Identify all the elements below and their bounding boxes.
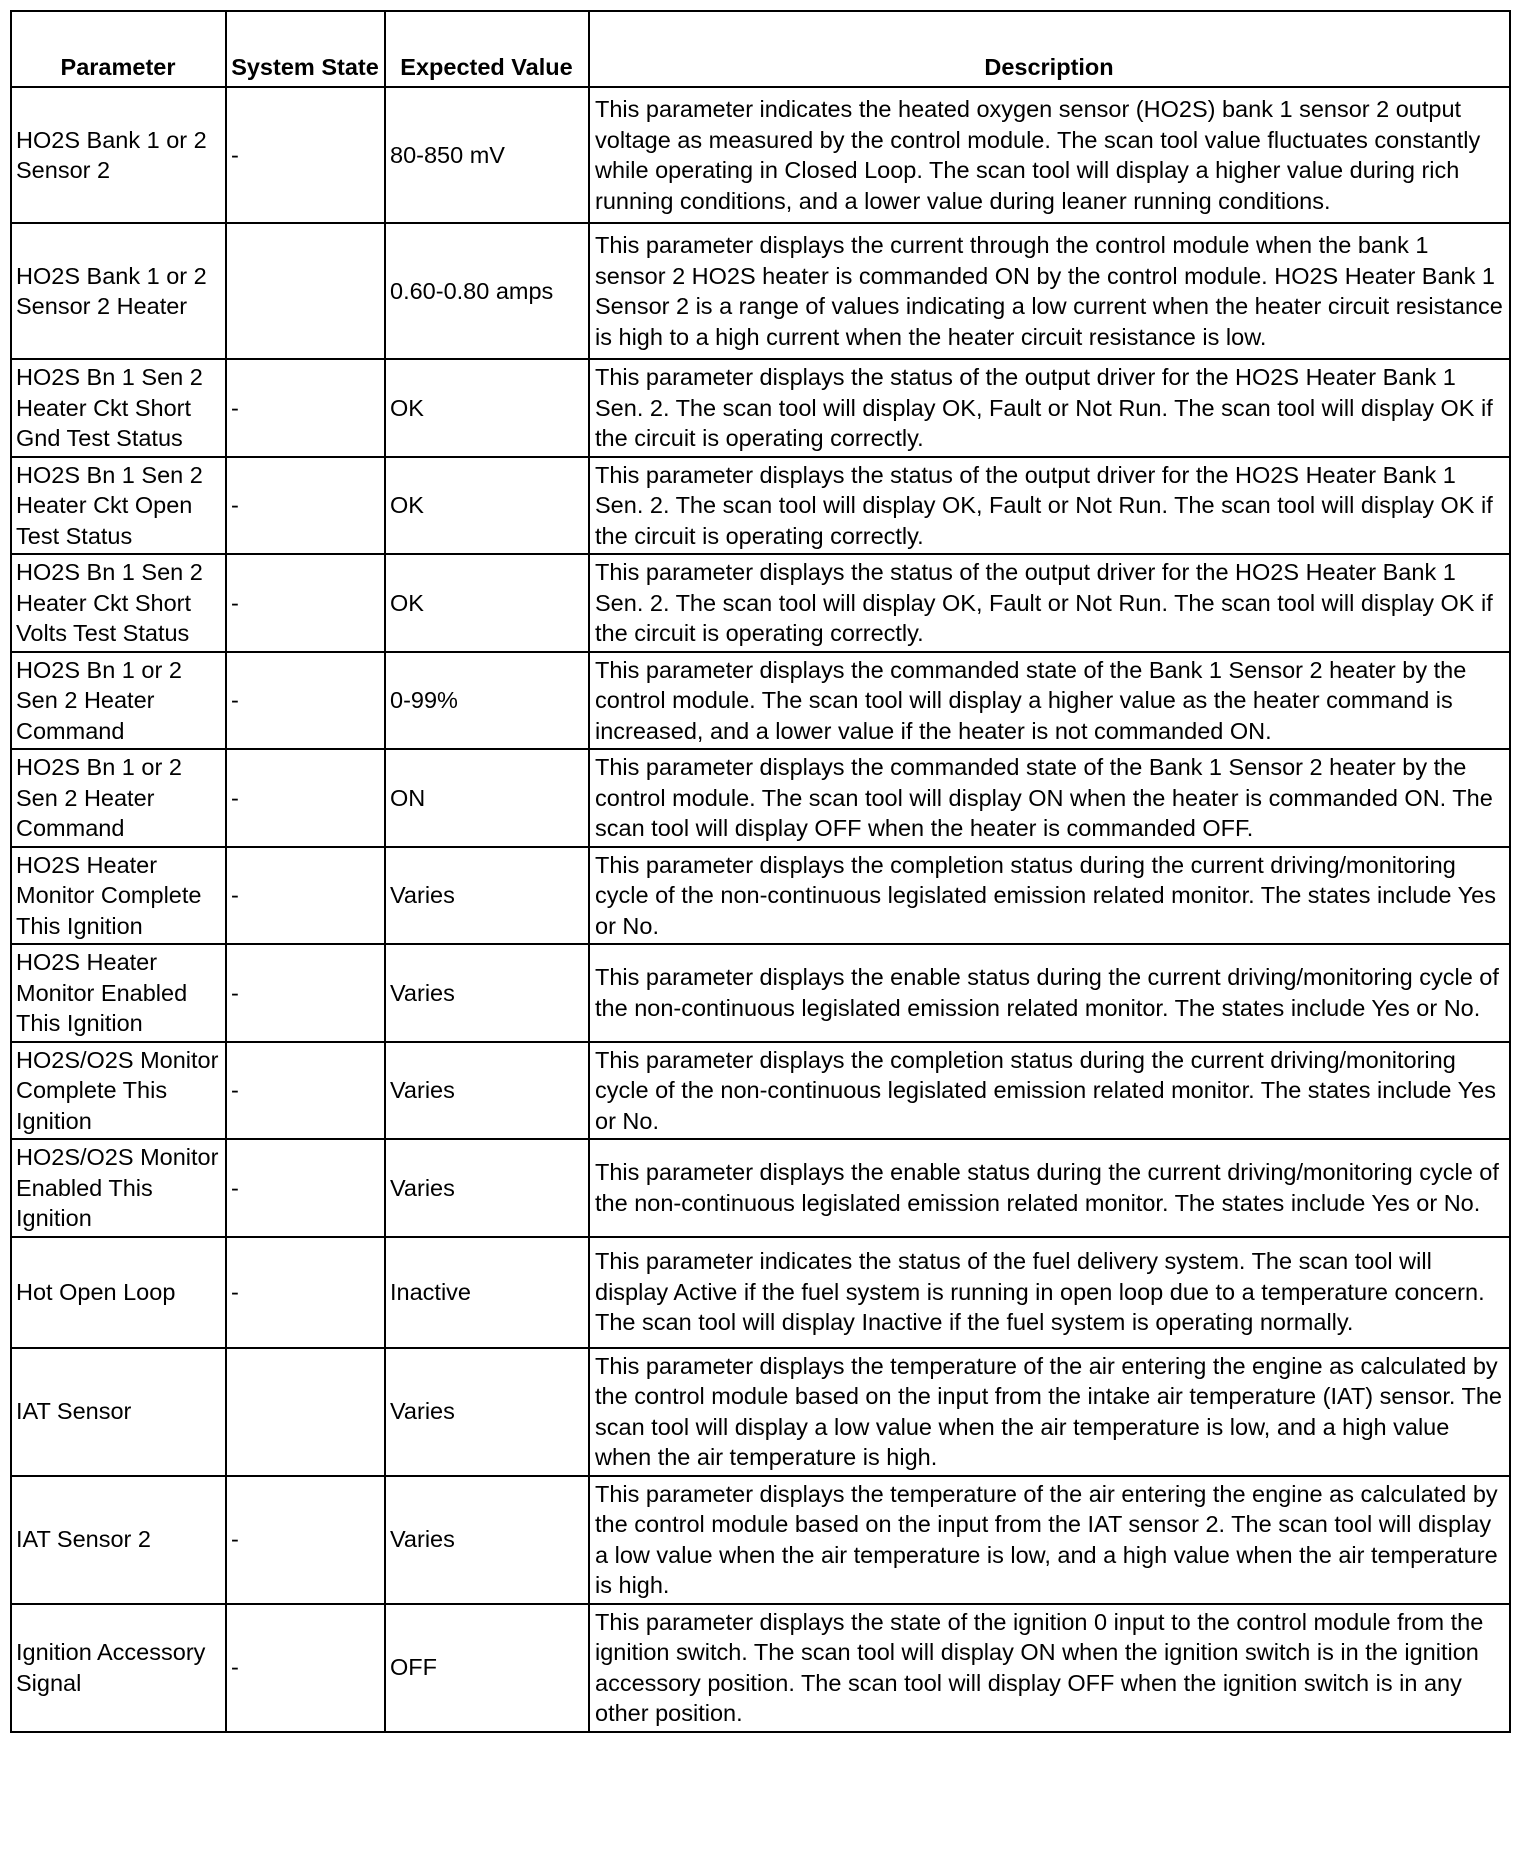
cell-description: This parameter displays the temperature of the air entering the engine as calculated by the control module based on the input from the IAT sensor 2. The scan tool will display a low value when the air temperature is low, and a high value when the air temperature is high. (589, 1476, 1510, 1604)
cell-system-state: - (226, 359, 385, 457)
cell-system-state (226, 1348, 385, 1476)
cell-parameter: IAT Sensor (11, 1348, 226, 1476)
table-row (11, 1476, 1510, 1604)
cell-expected-value: 0-99% (385, 652, 589, 750)
cell-expected-value: Varies (385, 1348, 589, 1476)
cell-system-state: - (226, 1237, 385, 1348)
cell-description: This parameter displays the state of the ignition 0 input to the control module from the ignition switch. The scan tool will display ON when the ignition switch is in the ignition accessory position. The scan tool will display OFF when the ignition switch is in any other position. (589, 1604, 1510, 1732)
header-row (11, 11, 1510, 87)
cell-description: This parameter displays the current through the control module when the bank 1 sensor 2 HO2S heater is commanded ON by the control module. HO2S Heater Bank 1 Sensor 2 is a range of values indicating a low current when the heater circuit resistance is high to a high current when the heater circuit resistance is low. (589, 223, 1510, 359)
table-body (11, 87, 1510, 1732)
cell-description: This parameter displays the completion status during the current driving/monitoring cycle of the non-continuous legislated emission related monitor. The states include Yes or No. (589, 1042, 1510, 1140)
cell-system-state: - (226, 1604, 385, 1732)
cell-parameter: HO2S Bank 1 or 2 Sensor 2 (11, 87, 226, 223)
cell-expected-value: OFF (385, 1604, 589, 1732)
cell-parameter: HO2S Heater Monitor Complete This Ignition (11, 847, 226, 945)
table-row (11, 749, 1510, 847)
cell-expected-value: 0.60-0.80 amps (385, 223, 589, 359)
table-header (11, 11, 1510, 87)
cell-expected-value: Varies (385, 847, 589, 945)
cell-parameter: HO2S Heater Monitor Enabled This Ignition (11, 944, 226, 1042)
table-row (11, 554, 1510, 652)
cell-parameter: HO2S Bank 1 or 2 Sensor 2 Heater (11, 223, 226, 359)
table-row (11, 1237, 1510, 1348)
cell-parameter: HO2S Bn 1 or 2 Sen 2 Heater Command (11, 749, 226, 847)
cell-system-state: - (226, 847, 385, 945)
table-row (11, 359, 1510, 457)
cell-system-state: - (226, 1042, 385, 1140)
table-row (11, 1139, 1510, 1237)
cell-system-state: - (226, 87, 385, 223)
cell-expected-value: OK (385, 457, 589, 555)
cell-description: This parameter indicates the status of the fuel delivery system. The scan tool will display Active if the fuel system is running in open loop due to a temperature concern. The scan tool will display Inactive if the fuel system is operating normally. (589, 1237, 1510, 1348)
cell-expected-value: Varies (385, 1139, 589, 1237)
cell-description: This parameter displays the enable status during the current driving/monitoring cycle of the non-continuous legislated emission related monitor. The states include Yes or No. (589, 944, 1510, 1042)
cell-parameter: HO2S Bn 1 Sen 2 Heater Ckt Short Gnd Test Status (11, 359, 226, 457)
cell-parameter: HO2S/O2S Monitor Complete This Ignition (11, 1042, 226, 1140)
table-row (11, 1604, 1510, 1732)
cell-expected-value: Varies (385, 944, 589, 1042)
cell-expected-value: 80-850 mV (385, 87, 589, 223)
cell-expected-value: Inactive (385, 1237, 589, 1348)
cell-expected-value: Varies (385, 1476, 589, 1604)
cell-parameter: IAT Sensor 2 (11, 1476, 226, 1604)
cell-expected-value: OK (385, 554, 589, 652)
cell-parameter: HO2S Bn 1 Sen 2 Heater Ckt Open Test Status (11, 457, 226, 555)
table-row (11, 847, 1510, 945)
table-row (11, 1348, 1510, 1476)
cell-description: This parameter displays the completion status during the current driving/monitoring cycle of the non-continuous legislated emission related monitor. The states include Yes or No. (589, 847, 1510, 945)
table-row (11, 1042, 1510, 1140)
header-description: Description (589, 11, 1510, 87)
header-parameter: Parameter (11, 11, 226, 87)
table-row (11, 223, 1510, 359)
cell-system-state: - (226, 749, 385, 847)
cell-system-state: - (226, 554, 385, 652)
cell-expected-value: ON (385, 749, 589, 847)
cell-description: This parameter displays the status of the output driver for the HO2S Heater Bank 1 Sen. 2. The scan tool will display OK, Fault or Not Run. The scan tool will display OK if the circuit is operating correctly. (589, 359, 1510, 457)
cell-description: This parameter displays the status of the output driver for the HO2S Heater Bank 1 Sen. 2. The scan tool will display OK, Fault or Not Run. The scan tool will display OK if the circuit is operating correctly. (589, 457, 1510, 555)
cell-system-state: - (226, 1476, 385, 1604)
cell-expected-value: Varies (385, 1042, 589, 1140)
table-row (11, 87, 1510, 223)
table-row (11, 457, 1510, 555)
table-row (11, 652, 1510, 750)
cell-parameter: HO2S/O2S Monitor Enabled This Ignition (11, 1139, 226, 1237)
cell-parameter: Hot Open Loop (11, 1237, 226, 1348)
cell-parameter: HO2S Bn 1 or 2 Sen 2 Heater Command (11, 652, 226, 750)
cell-system-state: - (226, 652, 385, 750)
cell-parameter: Ignition Accessory Signal (11, 1604, 226, 1732)
cell-system-state: - (226, 944, 385, 1042)
cell-description: This parameter displays the enable status during the current driving/monitoring cycle of the non-continuous legislated emission related monitor. The states include Yes or No. (589, 1139, 1510, 1237)
parameter-table (10, 10, 1511, 1733)
cell-description: This parameter indicates the heated oxygen sensor (HO2S) bank 1 sensor 2 output voltage as measured by the control module. The scan tool value fluctuates constantly while operating in Closed Loop. The scan tool will display a higher value during rich running conditions, and a lower value during leaner running conditions. (589, 87, 1510, 223)
cell-description: This parameter displays the status of the output driver for the HO2S Heater Bank 1 Sen. 2. The scan tool will display OK, Fault or Not Run. The scan tool will display OK if the circuit is operating correctly. (589, 554, 1510, 652)
cell-description: This parameter displays the commanded state of the Bank 1 Sensor 2 heater by the control module. The scan tool will display a higher value as the heater command is increased, and a lower value if the heater is not commanded ON. (589, 652, 1510, 750)
header-expected-value: Expected Value (385, 11, 589, 87)
cell-description: This parameter displays the temperature of the air entering the engine as calculated by the control module based on the input from the intake air temperature (IAT) sensor. The scan tool will display a low value when the air temperature is low, and a high value when the air temperature is high. (589, 1348, 1510, 1476)
cell-system-state (226, 223, 385, 359)
cell-system-state: - (226, 1139, 385, 1237)
cell-description: This parameter displays the commanded state of the Bank 1 Sensor 2 heater by the control module. The scan tool will display ON when the heater is commanded ON. The scan tool will display OFF when the heater is commanded OFF. (589, 749, 1510, 847)
header-system-state: System State (226, 11, 385, 87)
cell-expected-value: OK (385, 359, 589, 457)
cell-parameter: HO2S Bn 1 Sen 2 Heater Ckt Short Volts Test Status (11, 554, 226, 652)
table-row (11, 944, 1510, 1042)
cell-system-state: - (226, 457, 385, 555)
